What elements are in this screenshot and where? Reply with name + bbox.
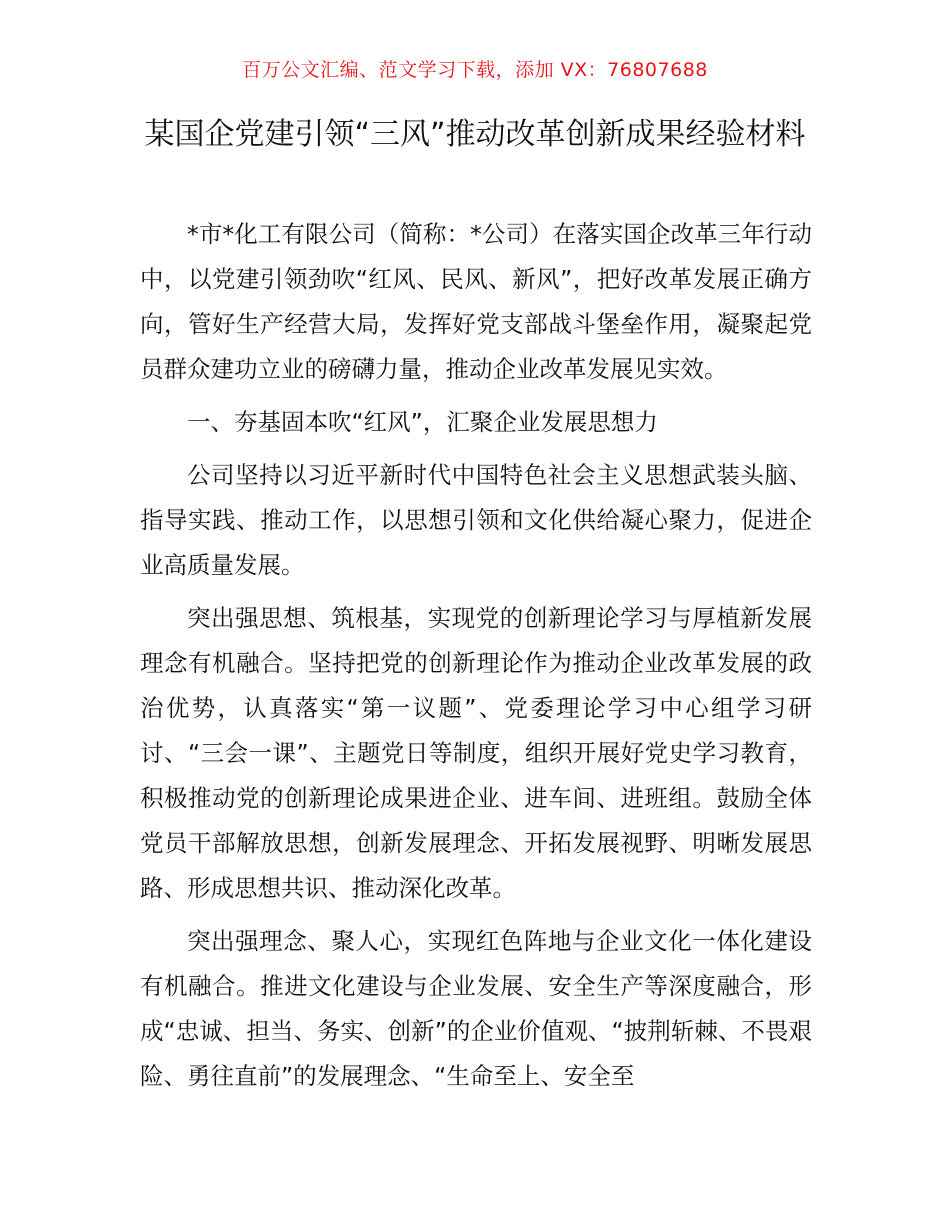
- paragraph-section-1-point-2: 突出强理念、聚人心，实现红色阵地与企业文化一体化建设有机融合。推进文化建设与企业发展、安全生产等深度融合，形成“忠诚、担当、务实、创新”的企业价值观、“披荆斩棘、不畏艰险、勇往直前”的发展理念、“生命至上、安全至: [140, 927, 812, 1090]
- paragraph-section-1-intro: 公司坚持以习近平新时代中国特色社会主义思想武装头脑、指导实践、推动工作，以思想引领和文化供给凝心聚力，促进企业高质量发展。: [140, 461, 812, 579]
- paragraph-intro: *市*化工有限公司（简称：*公司）在落实国企改革三年行动中，以党建引领劲吹“红风、民风、新风”，把好改革发展正确方向，管好生产经营大局，发挥好党支部战斗堡垒作用，凝聚起党员群众建功立业的磅礴力量，推动企业改革发展见实效。: [140, 220, 812, 383]
- paragraph-section-1-point-1: 突出强思想、筑根基，实现党的创新理论学习与厚植新发展理念有机融合。坚持把党的创新理论作为推动企业改革发展的政治优势，认真落实“第一议题”、党委理论学习中心组学习研讨、“三会一课”、主题党日等制度，组织开展好党史学习教育，积极推动党的创新理论成果进企业、进车间、进班组。鼓励全体党员干部解放思想，创新发展理念、开拓发展视野、明晰发展思路、形成思想共识、推动深化改革。: [140, 604, 812, 902]
- document-body: [140, 212, 812, 1099]
- section-heading-1: 一、夯基固本吹“红风”，汇聚企业发展思想力: [187, 408, 658, 436]
- document-title: 某国企党建引领“三风”推动改革创新成果经验材料: [144, 117, 806, 152]
- header-banner: 百万公文汇编、范文学习下载，添加 VX：76807688: [242, 59, 708, 81]
